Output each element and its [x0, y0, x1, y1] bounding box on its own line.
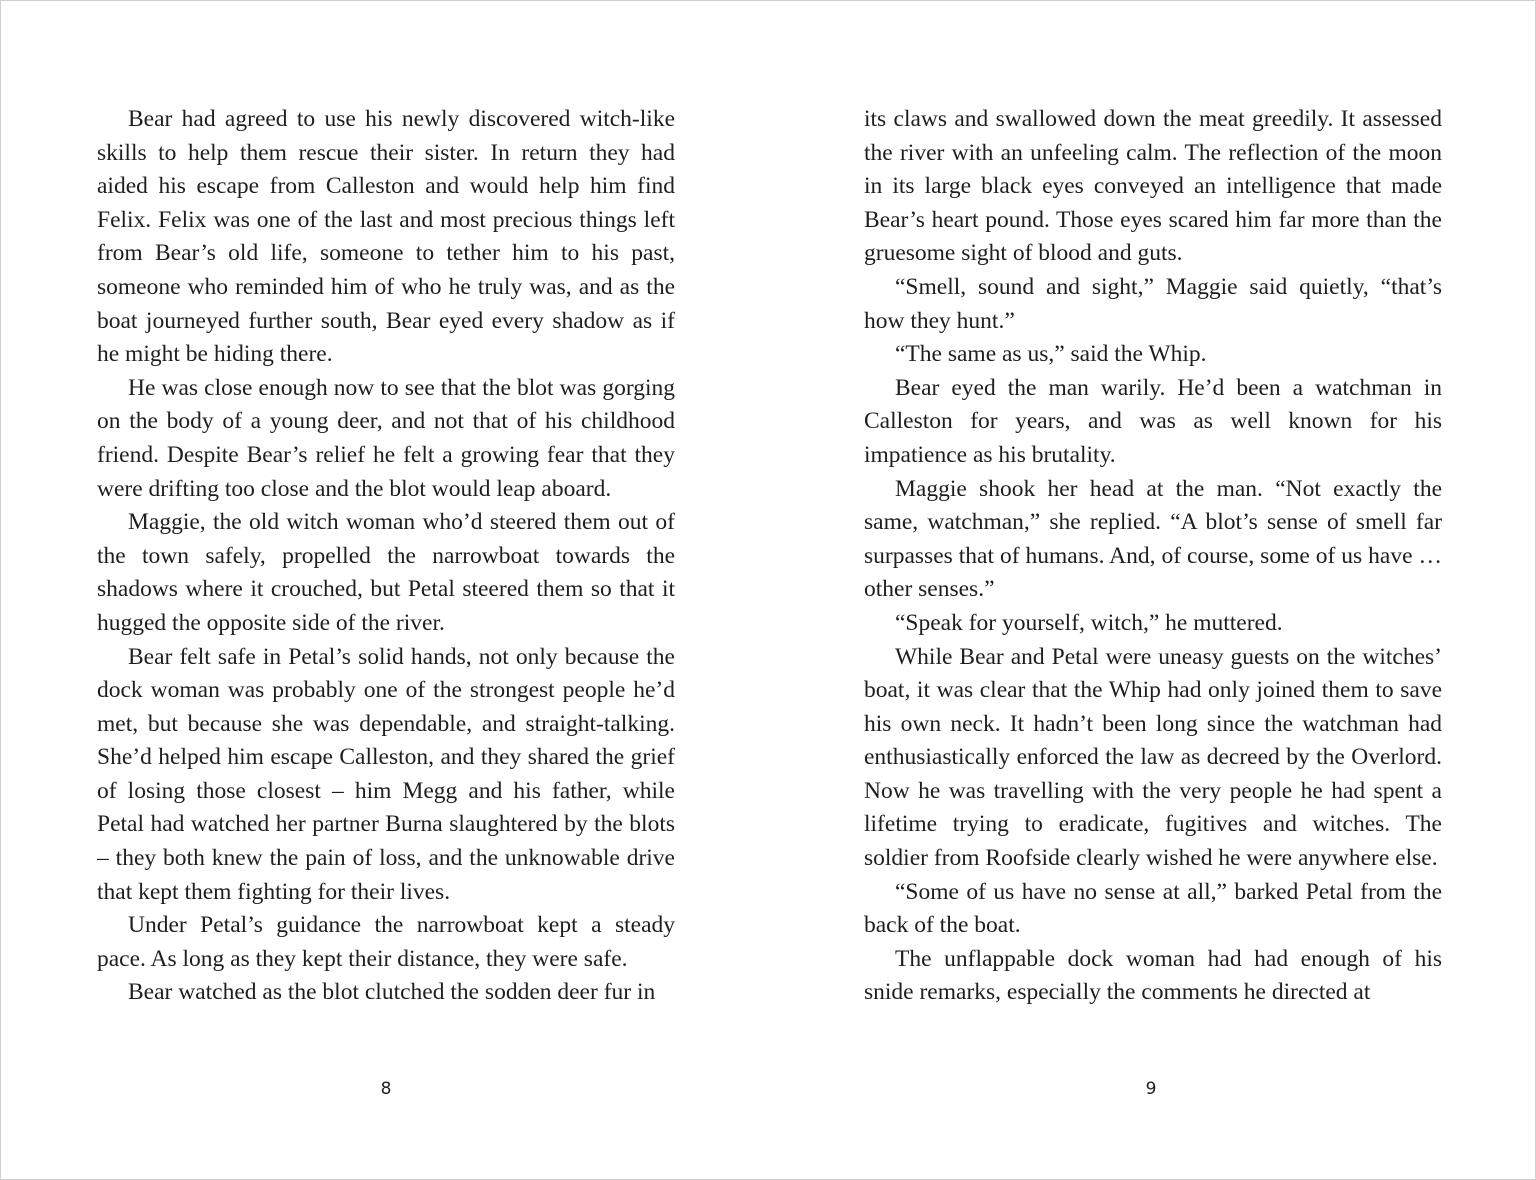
paragraph: Bear watched as the blot clutched the sodden deer fur in [128, 979, 656, 1006]
left-page-body [97, 103, 675, 1010]
paragraph: “The same as us,” said the Whip. [895, 341, 1207, 368]
paragraph: While Bear and Petal were uneasy guests on the witches’ boat, it was clear that the Whip had only joined them to save his own neck. It hadn’t been long since the watchman had enthusiastically enforced the law as decreed by the Overlord. Now he was travelling with the very people he had spent a lifetime trying to eradicate, fugitives and witches. The soldier from Roofside clearly wished he were anywhere else. [864, 643, 1442, 872]
paragraph: Bear had agreed to use his newly discovered witch-like skills to help them rescue their sister. In return they had aided his escape from Calleston and would help him find Felix. Felix was one of the last and most precious things left from Bear’s old life, someone to tether him to his past, someone who reminded him of who he truly was, and as the boat journeyed further south, Bear eyed every shadow as if he might be hiding there. [97, 106, 675, 368]
paragraph: He was close enough now to see that the blot was gorging on the body of a young deer, and not that of his childhood friend. Despite Bear’s relief he felt a growing fear that they were drifting too close and the blot would leap aboard. [97, 374, 675, 502]
paragraph: Under Petal’s guidance the narrowboat kept a steady pace. As long as they kept their distance, they were safe. [97, 912, 675, 972]
paragraph: “Some of us have no sense at all,” barked Petal from the back of the boat. [864, 878, 1442, 939]
paragraph: Maggie shook her head at the man. “Not exactly the same, watchman,” she replied. “A blot’s sense of smell far surpasses that of humans. And, of course, some of us have … other senses.” [864, 475, 1442, 603]
page-number-right: 9 [1145, 1079, 1157, 1099]
paragraph: Bear felt safe in Petal’s solid hands, not only because the dock woman was probably one of the strongest people he’d met, but because she was dependable, and straight-talking. She’d helped him escape Calleston, and they shared the grief of losing those closest – him Megg and his father, while Petal had watched her partner Burna slaughtered by the blots – they both knew the pain of loss, and the unknowable drive that kept them fighting for their lives. [97, 643, 675, 905]
continued-paragraph: its claws and swallowed down the meat greedily. It assessed the river with an unfeeling calm. The reflection of the moon in its large black eyes conveyed an intelligence that made Bear’s heart pound. Those eyes scared him far more than the gruesome sight of blood and guts. [864, 106, 1442, 267]
paragraph: The unflappable dock woman had had enough of his snide remarks, especially the comments he directed at [864, 945, 1442, 1006]
paragraph: “Smell, sound and sight,” Maggie said quietly, “that’s how they hunt.” [864, 273, 1442, 334]
paragraph: Bear eyed the man warily. He’d been a watchman in Calleston for years, and was as well known for his impatience as his brutality. [864, 374, 1442, 468]
paragraph: Maggie, the old witch woman who’d steered them out of the town safely, propelled the narrowboat towards the shadows where it crouched, but Petal steered them so that it hugged the opposite side of the river. [97, 509, 675, 636]
page-number-left: 8 [380, 1079, 392, 1099]
paragraph: “Speak for yourself, witch,” he muttered. [895, 609, 1283, 636]
right-page-body [864, 103, 1442, 1010]
